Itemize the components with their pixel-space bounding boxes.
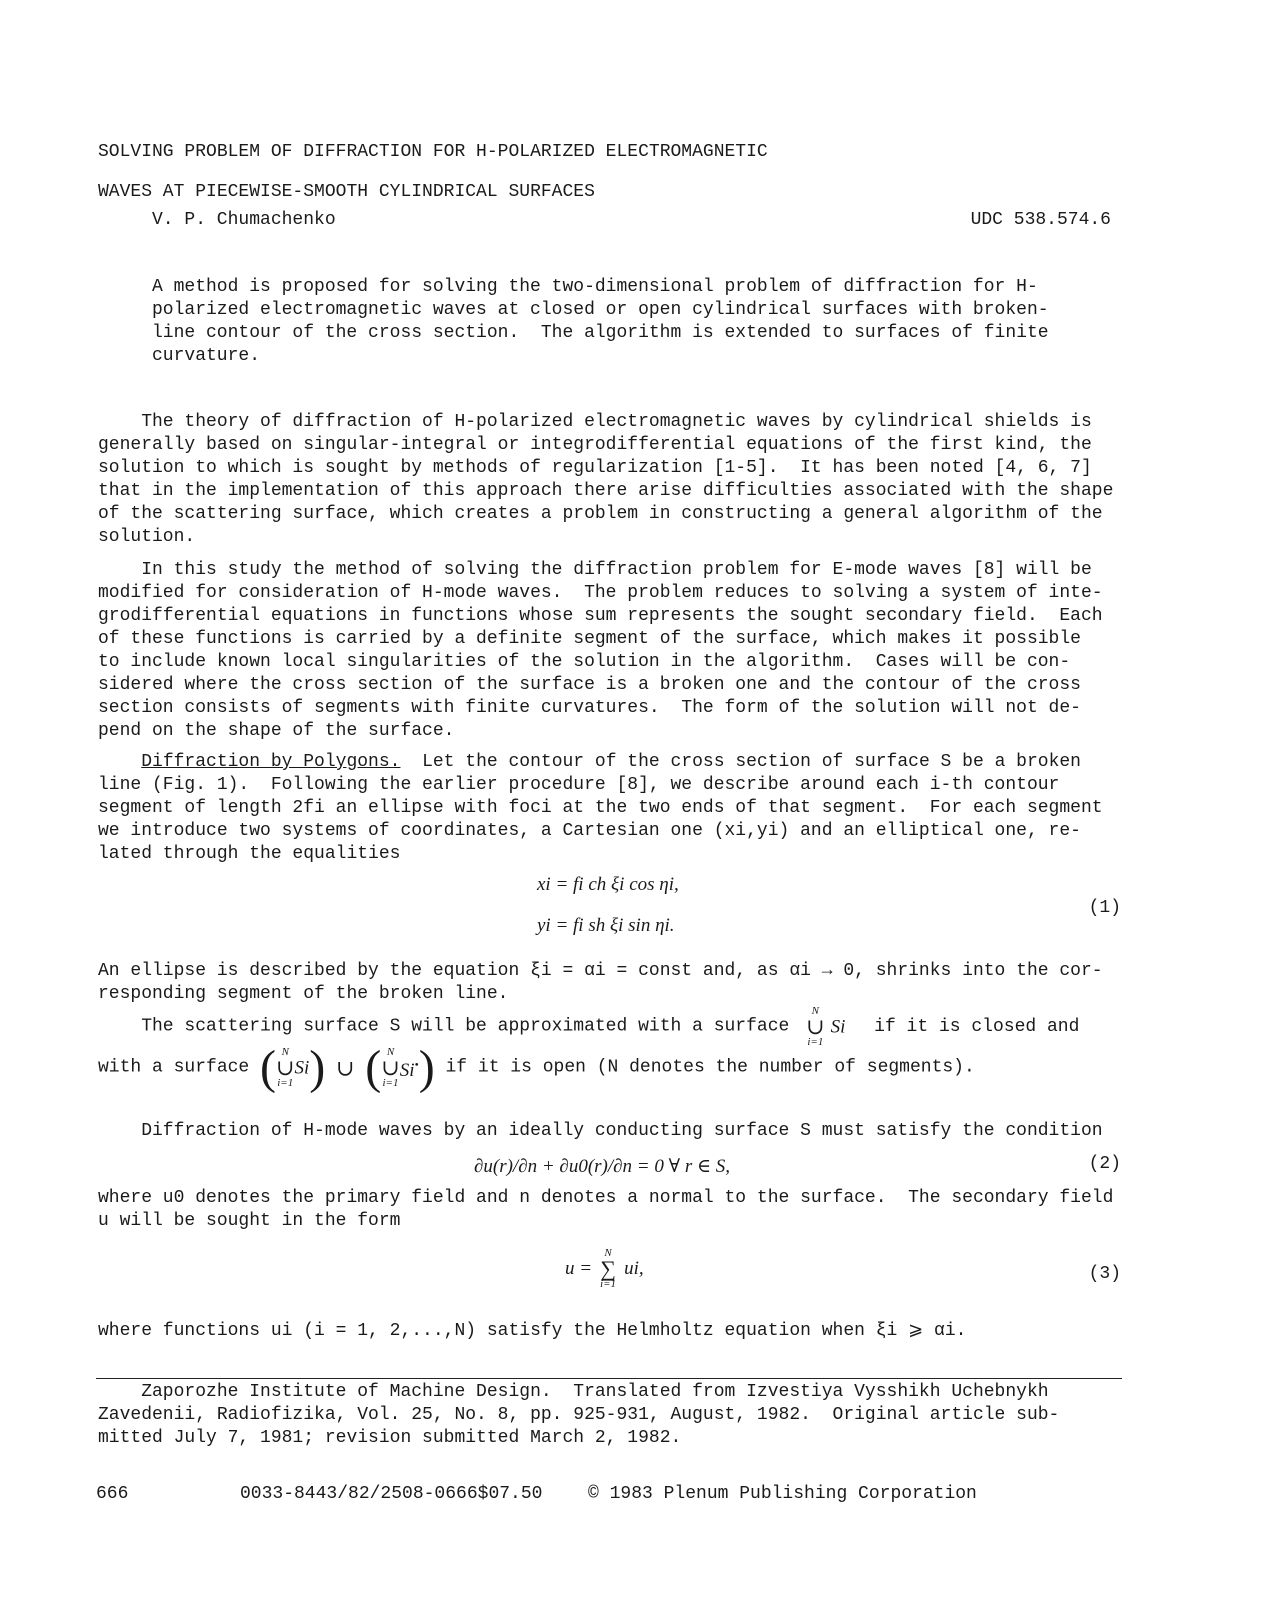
text-line: solution to which is sought by methods of regularization [1-5]. It has been noted [4, 6, 7] [98, 458, 1092, 478]
paragraph-approximation-line-1 [98, 1006, 1143, 1048]
text-line: where functions ui (i = 1, 2,...,N) satisfy the Helmholtz equation when ξi ⩾ αi. [98, 1321, 967, 1341]
abstract-line: line contour of the cross section. The algorithm is extended to surfaces of finite [152, 323, 1049, 343]
text-line: we introduce two systems of coordinates, a Cartesian one (xi,yi) and an elliptical one, re- [98, 821, 1081, 841]
title-line-2: WAVES AT PIECEWISE-SMOOTH CYLINDRICAL SURFACES [98, 182, 595, 202]
equation-number: (1) [1088, 898, 1121, 918]
abstract-line: A method is proposed for solving the two-dimensional problem of diffraction for H- [152, 277, 1038, 297]
author: V. P. Chumachenko [152, 210, 336, 230]
equation-2: ∂u(r)/∂n + ∂u0(r)/∂n = 0 ∀ r ∈ S, [474, 1156, 731, 1177]
union-operator: N ∪ i=1 [276, 1046, 295, 1089]
union-operator: N ∪ i=1 [806, 1005, 825, 1048]
equation-number: (3) [1088, 1264, 1121, 1284]
text-line: responding segment of the broken line. [98, 984, 509, 1004]
equation-number: (2) [1088, 1154, 1121, 1174]
text-line: to include known local singularities of the solution in the algorithm. Cases will be con- [98, 652, 1071, 672]
equation-1-line-2: yi = fi sh ξi sin ηi. [537, 915, 675, 936]
text-line: generally based on singular-integral or integrodifferential equations of the first kind, the [98, 435, 1092, 455]
section-heading: Diffraction by Polygons. [141, 752, 401, 772]
text-line: The theory of diffraction of H-polarized electromagnetic waves by cylindrical shields is [98, 412, 1092, 432]
text-line: Diffraction of H-mode waves by an ideally conducting surface S must satisfy the condition [98, 1121, 1103, 1141]
text-line: lated through the equalities [98, 844, 401, 864]
equation-lhs: u = [565, 1258, 593, 1279]
text-line: segment of length 2fi an ellipse with foci at the two ends of that segment. For each segment [98, 798, 1103, 818]
text-line: that in the implementation of this approach there arise difficulties associated with the shape [98, 481, 1114, 501]
text-line: In this study the method of solving the diffraction problem for E-mode waves [8] will be [98, 560, 1092, 580]
footnote [98, 1381, 1138, 1450]
equation-3 [565, 1248, 644, 1290]
text-line: pend on the shape of the surface. [98, 721, 455, 741]
paragraph-intro [98, 411, 1143, 549]
union-term: Si [830, 1016, 846, 1038]
paragraph-approximation-line-2: with a surface ( N ∪ i=1 Si) ∪ ( N ∪ i=1 Si•) if it is open (N denotes the number of segments). [98, 1041, 975, 1094]
paper-title [98, 132, 768, 212]
text-fragment: The scattering surface S will be approximated with a surface [98, 1016, 790, 1037]
sum-operator: N ∑ i=1 [600, 1247, 617, 1290]
abstract [152, 276, 1132, 368]
text-line: where u0 denotes the primary field and n denotes a normal to the surface. The secondary field [98, 1188, 1114, 1208]
equation-term: ui, [624, 1258, 644, 1279]
text-fragment: with a surface [98, 1057, 250, 1078]
text-line: An ellipse is described by the equation ξi = αi = const and, as αi → 0, shrinks into the cor- [98, 961, 1103, 981]
text-line: modified for consideration of H-mode waves. The problem reduces to solving a system of inte- [98, 583, 1103, 603]
text-line: line (Fig. 1). Following the earlier procedure [8], we describe around each i-th contour [98, 775, 1060, 795]
equation-1-line-1: xi = fi ch ξi cos ηi, [537, 874, 679, 895]
paragraph-ellipse [98, 960, 1143, 1006]
text-line: of the scattering surface, which creates a problem in constructing a general algorithm of the [98, 504, 1103, 524]
text-line: section consists of segments with finite curvatures. The form of the solution will not de- [98, 698, 1081, 718]
text-line: u will be sought in the form [98, 1211, 401, 1231]
paragraph-study [98, 559, 1143, 743]
text-fragment: if it is open (N denotes the number of segments). [445, 1057, 975, 1078]
paragraph-secondary-field [98, 1187, 1143, 1233]
udc-code: UDC 538.574.6 [970, 210, 1111, 230]
publication-code: 0033-8443/82/2508-0666$07.50 [240, 1484, 543, 1504]
text-line: solution. [98, 527, 196, 547]
paragraph-condition [98, 1120, 1143, 1143]
footnote-divider [96, 1378, 1122, 1379]
union-operator: N ∪ i=1 [381, 1046, 400, 1089]
title-line-1: SOLVING PROBLEM OF DIFFRACTION FOR H-POLARIZED ELECTROMAGNETIC [98, 142, 768, 162]
text-fragment: Let the contour of the cross section of surface S be a broken [400, 752, 1081, 772]
text-line: of these functions is carried by a definite segment of the surface, which makes it possible [98, 629, 1081, 649]
text-line: sidered where the cross section of the surface is a broken one and the contour of the cross [98, 675, 1081, 695]
text-fragment: if it is closed and [874, 1016, 1080, 1037]
footnote-line: Zavedenii, Radiofizika, Vol. 25, No. 8, pp. 925-931, August, 1982. Original article sub- [98, 1405, 1060, 1425]
text-line: grodifferential equations in functions whose sum represents the sought secondary field. Each [98, 606, 1103, 626]
page-number: 666 [96, 1484, 129, 1504]
footnote-line: mitted July 7, 1981; revision submitted March 2, 1982. [98, 1428, 682, 1448]
footnote-line: Zaporozhe Institute of Machine Design. Translated from Izvestiya Vysshikh Uchebnykh [98, 1382, 1049, 1402]
paragraph-helmholtz [98, 1320, 1143, 1343]
paragraph-polygons [98, 751, 1143, 866]
union-term-open: Si• [399, 1057, 419, 1082]
abstract-line: curvature. [152, 346, 261, 366]
union-term: Si [294, 1057, 310, 1079]
copyright: © 1983 Plenum Publishing Corporation [588, 1484, 977, 1504]
abstract-line: polarized electromagnetic waves at closed or open cylindrical surfaces with broken- [152, 300, 1049, 320]
